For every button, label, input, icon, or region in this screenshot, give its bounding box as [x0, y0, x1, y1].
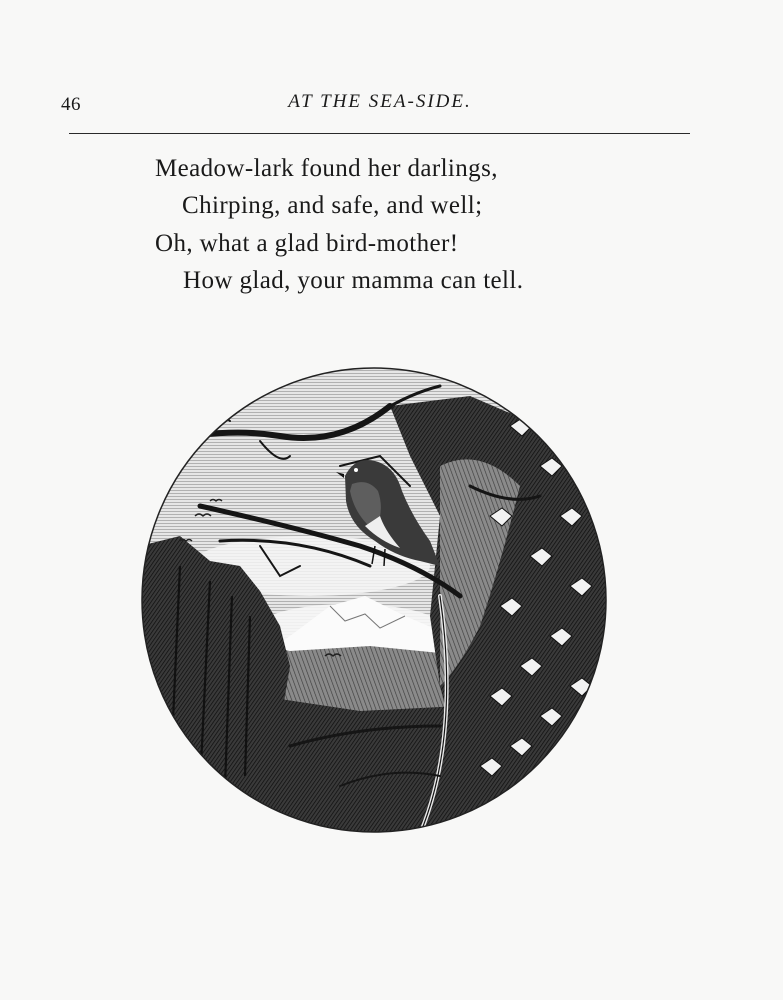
circular-engraving-illustration	[140, 366, 608, 834]
verse-line-3: Oh, what a glad bird-mother!	[155, 230, 459, 257]
page-number: 46	[61, 94, 81, 115]
verse-line-2: Chirping, and safe, and well;	[182, 192, 483, 219]
running-title: AT THE SEA-SIDE.	[288, 91, 472, 112]
verse-line-1: Meadow-lark found her darlings,	[155, 155, 498, 182]
header-rule	[69, 133, 690, 134]
verse-line-4: How glad, your mamma can tell.	[183, 267, 524, 294]
engraving-image	[140, 366, 608, 834]
